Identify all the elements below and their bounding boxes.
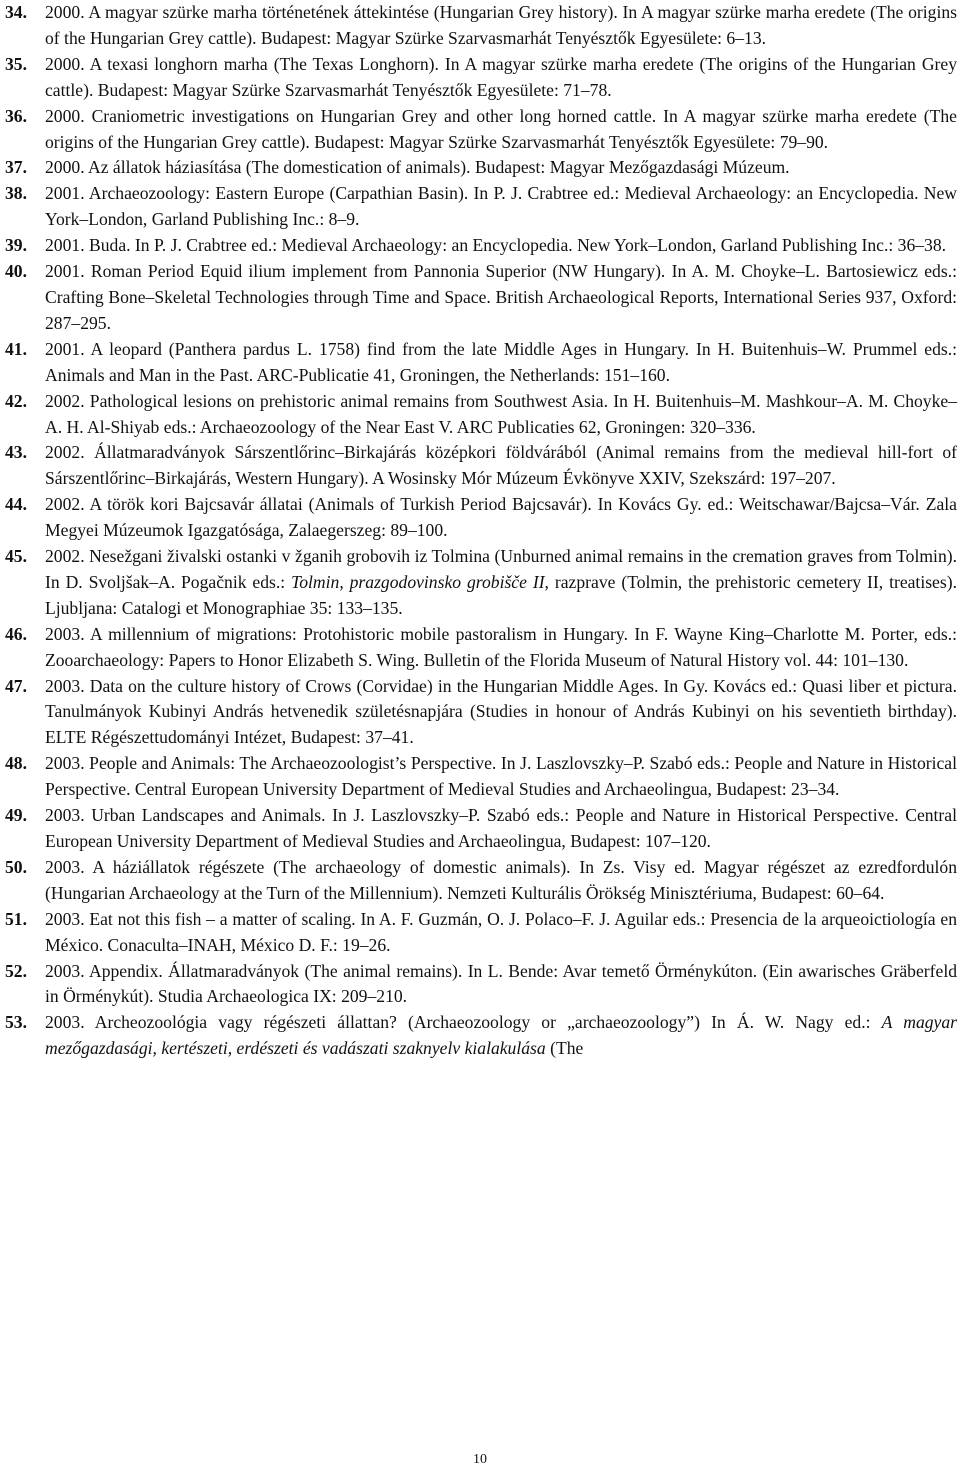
reference-number: 42. (5, 390, 27, 411)
reference-item (5, 0, 957, 52)
reference-number: 39. (5, 235, 27, 256)
reference-text-segment: 2003. Data on the culture history of Crows (Corvidae) in the Hungarian Middle Ages. In Gy. Kovács ed.: Quasi liber et pictura. Tanulmányok Kubinyi András hetvenedik születésnapjára (Studies in honour of András Kubinyi on his seventieth birthday). ELTE Régészettudományi Intézet, Budapest: 37–41. (45, 675, 957, 748)
reference-text-segment: (The (545, 1038, 584, 1059)
reference-item (5, 104, 957, 156)
reference-text (45, 52, 957, 104)
reference-text-segment: 2000. A texasi longhorn marha (The Texas Longhorn). In A magyar szürke marha eredete (The origins of the Hungarian Grey cattle). Budapest: Magyar Szürke Szarvasmarhát Tenyésztők Egyesülete: 71–78. (45, 53, 957, 100)
reference-text-segment: 2003. Urban Landscapes and Animals. In J. Laszlovszky–P. Szabó eds.: People and Nature in Historical Perspective. Central European University Department of Medieval Studies and Archaeolingua, Budapest: 107–120. (45, 805, 957, 851)
reference-text (45, 855, 957, 907)
reference-text-segment: 2003. A millennium of migrations: Protohistoric mobile pastoralism in Hungary. In F. Wayne King–Charlotte M. Porter, eds.: Zooarchaeology: Papers to Honor Elizabeth S. Wing. Bulletin of the Florida Museum of Natural History vol. 44: 101–130. (45, 623, 957, 670)
reference-item (5, 155, 957, 181)
reference-text (45, 0, 957, 52)
reference-number: 43. (5, 442, 27, 463)
reference-item (5, 389, 957, 441)
reference-number: 38. (5, 183, 27, 204)
reference-text-segment: 2003. People and Animals: The Archaeozoologist’s Perspective. In J. Laszlovszky–P. Szabó eds.: People and Nature in Historical Perspective. Central European University Department of Medieval Studies and Archaeolingua, Budapest: 23–34. (45, 753, 957, 800)
reference-item (5, 907, 957, 959)
reference-number: 34. (5, 2, 27, 22)
reference-text-segment: 2000. Az állatok háziasítása (The domestication of animals). Budapest: Magyar Mezőgazdasági Múzeum. (45, 157, 790, 178)
reference-text (45, 674, 957, 752)
reference-item (5, 52, 957, 104)
reference-text (45, 181, 957, 233)
reference-text (45, 751, 957, 803)
reference-item (5, 803, 957, 855)
reference-number: 44. (5, 494, 27, 515)
reference-text-segment: 2003. Archeozoológia vagy régészeti állattan? (Archaeozoology or „archaeozoology”) In Á. W. Nagy ed.: (45, 1012, 882, 1033)
reference-text-segment: 2002. Állatmaradványok Sárszentlőrinc–Birkajárás középkori földvárából (Animal remains from the medieval hill-fort of Sárszentlőrinc–Birkajárás, Western Hungary). A Wosinsky Mór Múzeum Évkönyve XXIV, Szekszárd: 197–207. (45, 442, 957, 489)
reference-text (45, 389, 957, 441)
reference-text-segment: 2000. Craniometric investigations on Hungarian Grey and other long horned cattle. In A magyar szürke marha eredete (The origins of the Hungarian Grey cattle). Budapest: Magyar Szürke Szarvasmarhát Tenyésztők Egyesülete: 79–90. (45, 105, 957, 152)
reference-italic-title: A magyar mezőgazdasági, kertészeti, erdészeti és vadászati szaknyelv kialakulása (45, 1012, 957, 1059)
reference-text (45, 337, 957, 389)
page-number: 10 (473, 1452, 487, 1467)
reference-text (45, 959, 957, 1011)
reference-item (5, 855, 957, 907)
reference-text-segment: 2001. A leopard (Panthera pardus L. 1758) find from the late Middle Ages in Hungary. In H. Buitenhuis–W. Prummel eds.: Animals and Man in the Past. ARC-Publicatie 41, Groningen, the Netherlands: 151–160. (45, 338, 957, 385)
reference-text-segment: 2003. A háziállatok régészete (The archaeology of domestic animals). In Zs. Visy ed. Magyar régészet az ezredfordulón (Hungarian Archaeology at the Turn of the Millennium). Nemzeti Kulturális Örökség Minisztériuma, Budapest: 60–64. (45, 856, 957, 903)
reference-number: 35. (5, 53, 27, 74)
reference-text-segment: razprave (Tolmin, the prehistoric cemetery II, treatises). Ljubljana: Catalogi et Monographiae 35: 133–135. (45, 571, 957, 618)
reference-number: 36. (5, 105, 27, 126)
reference-text (45, 803, 957, 855)
reference-text (45, 1010, 957, 1062)
reference-text-segment: 2003. Appendix. Állatmaradványok (The animal remains). In L. Bende: Avar temető Örménykúton. (Ein awarisches Gräberfeld in Örménykút). Studia Archaeologica IX: 209–210. (45, 960, 957, 1007)
reference-number: 51. (5, 908, 27, 929)
reference-text (45, 440, 957, 492)
reference-number: 47. (5, 675, 27, 696)
reference-item (5, 544, 957, 622)
reference-number: 40. (5, 261, 27, 282)
reference-text-segment: 2001. Archaeozoology: Eastern Europe (Carpathian Basin). In P. J. Crabtree ed.: Medieval Archaeology: an Encyclopedia. New York–London, Garland Publishing Inc.: 8–9. (45, 183, 957, 230)
reference-item (5, 440, 957, 492)
reference-text (45, 492, 957, 544)
reference-text-segment: 2001. Buda. In P. J. Crabtree ed.: Medieval Archaeology: an Encyclopedia. New York–London, Garland Publishing Inc.: 36–38. (45, 235, 947, 256)
reference-number: 48. (5, 753, 27, 774)
reference-number: 37. (5, 157, 27, 178)
reference-italic-title: Tolmin, prazgodovinsko grobišče II, (291, 571, 549, 592)
reference-item (5, 337, 957, 389)
reference-text (45, 155, 957, 181)
reference-number: 50. (5, 856, 27, 877)
reference-text (45, 104, 957, 156)
reference-item (5, 959, 957, 1011)
reference-text (45, 907, 957, 959)
reference-list (5, 0, 957, 1062)
reference-item (5, 181, 957, 233)
reference-text-segment: 2003. Eat not this fish – a matter of scaling. In A. F. Guzmán, O. J. Polaco–F. J. Aguilar eds.: Presencia de la arqueoictiología en México. Conaculta–INAH, México D. F.: 19–26. (45, 908, 957, 955)
reference-number: 52. (5, 960, 27, 981)
reference-text (45, 622, 957, 674)
reference-text-segment: 2001. Roman Period Equid ilium implement from Pannonia Superior (NW Hungary). In A. M. Choyke–L. Bartosiewicz eds.: Crafting Bone–Skeletal Technologies through Time and Space. British Archaeological Reports, International Series 937, Oxford: 287–295. (45, 261, 957, 333)
reference-text-segment: 2002. Pathological lesions on prehistoric animal remains from Southwest Asia. In H. Buitenhuis–M. Mashkour–A. M. Choyke–A. H. Al-Shiyab eds.: Archaeozoology of the Near East V. ARC Publicaties 62, Groningen: 320–336. (45, 390, 957, 437)
reference-text-segment: 2000. A magyar szürke marha történetének áttekintése (Hungarian Grey history). In A magyar szürke marha eredete (The origins of the Hungarian Grey cattle). Budapest: Magyar Szürke Szarvasmarhát Tenyésztők Egyesülete: 6–13. (45, 2, 957, 48)
reference-item (5, 674, 957, 752)
reference-item (5, 622, 957, 674)
reference-text (45, 544, 957, 622)
reference-item (5, 751, 957, 803)
reference-item (5, 233, 957, 259)
reference-item (5, 1010, 957, 1062)
reference-number: 41. (5, 338, 27, 359)
reference-item (5, 259, 957, 337)
reference-item (5, 492, 957, 544)
reference-text (45, 259, 957, 337)
reference-number: 49. (5, 805, 27, 826)
reference-text (45, 233, 957, 259)
reference-number: 46. (5, 623, 27, 644)
reference-number: 45. (5, 546, 27, 567)
reference-number: 53. (5, 1012, 27, 1033)
reference-text-segment: 2002. Nesežgani živalski ostanki v žganih grobovih iz Tolmina (Unburned animal remains in the cremation graves from Tolmin). In D. Svoljšak–A. Pogačnik eds.: (45, 546, 957, 592)
reference-text-segment: 2002. A török kori Bajcsavár állatai (Animals of Turkish Period Bajcsavár). In Kovács Gy. ed.: Weitschawar/Bajcsa–Vár. Zala Megyei Múzeumok Igazgatósága, Zalaegerszeg: 89–100. (45, 494, 957, 541)
